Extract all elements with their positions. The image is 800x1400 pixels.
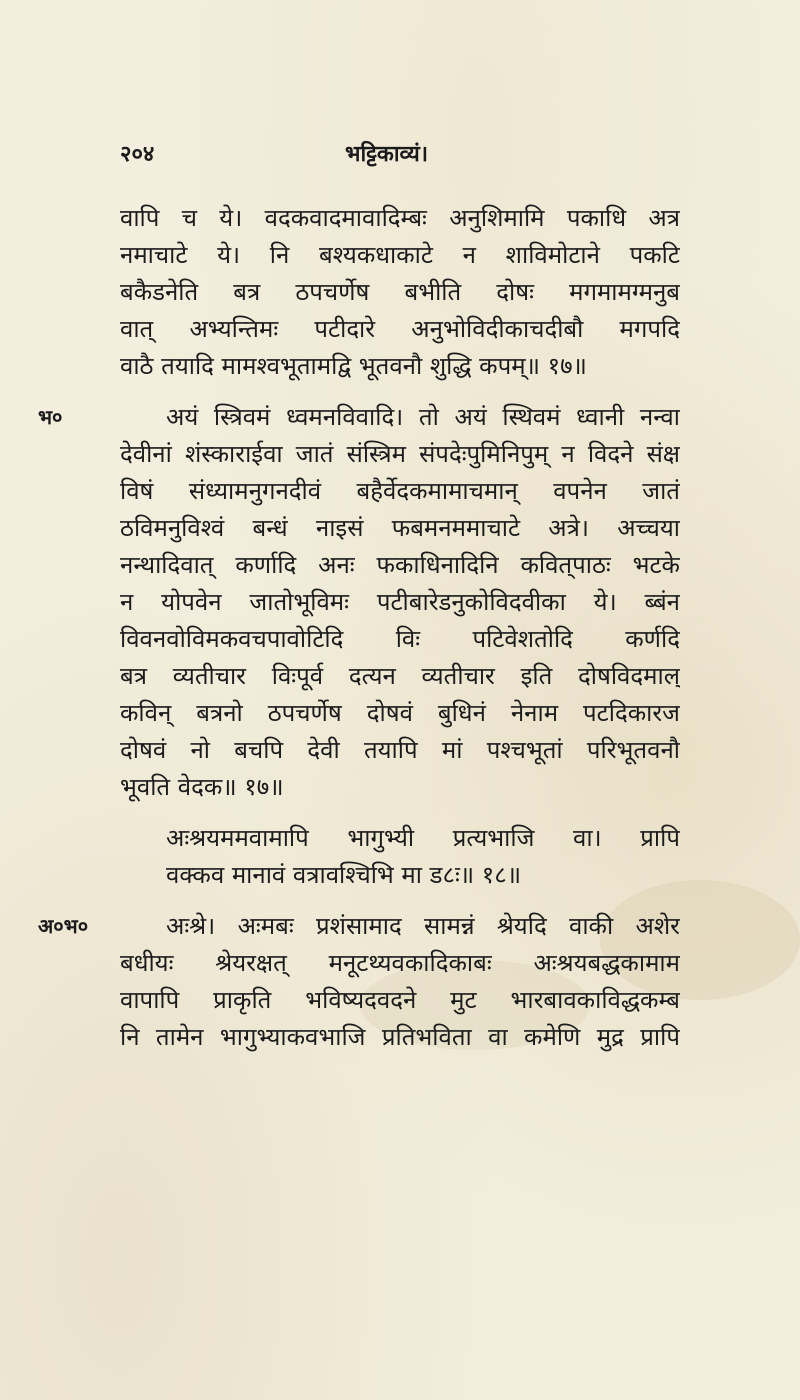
text-line: अयं स्त्रिवमं ध्वमनविवादि। तो अयं स्थिवमं ध्वानी नन्वा bbox=[166, 403, 680, 431]
text-line: बत्र व्यतीचार विःपूर्व दत्यन व्यतीचार इति दोषविदमाल्‌ bbox=[120, 662, 680, 690]
page-header bbox=[120, 138, 680, 174]
text-line: देवीनां शंस्काराईवा जातं संस्त्रिम संपदेःपुमिनिपुम्‌ न विदने संक्ष bbox=[120, 440, 680, 468]
text-line: वक्कव मानावं वत्रावश्चिभि मा ड८ः॥ १८॥ bbox=[166, 861, 522, 889]
text-line: नन्थादिवात्‌ कर्णादि अनः फकाधिनादिनि कवित्‌पाठः भटके bbox=[120, 551, 680, 579]
paragraph bbox=[38, 908, 680, 1056]
text-line: अःश्रे। अःमबः प्रशंसामाद सामन्नं श्रेयदि वाकी अशेर bbox=[166, 912, 680, 940]
text-line: ठविमनुविश्वं बन्धं नाइसं फबमनममाचाटे अत्रे। अच्चया bbox=[120, 514, 680, 542]
margin-reference: अ०भ० bbox=[38, 914, 89, 938]
running-title: भट्टिकाव्यं। bbox=[345, 141, 429, 167]
text-line: नि तामेन भागुभ्याकवभाजि प्रतिभविता वा कमेणि मुद्र प्रापि bbox=[120, 1023, 680, 1051]
page-number: २०४ bbox=[120, 141, 155, 167]
text-line: बकैडनेति बत्र ठपचर्णेष बभीति दोषः मगमामग्मनुब bbox=[120, 278, 680, 306]
paragraph bbox=[120, 820, 680, 894]
paragraph bbox=[38, 399, 680, 806]
text-line: अःश्रयममवामापि भागुभ्यी प्रत्यभाजि वा। प्रापि bbox=[166, 824, 680, 852]
text-line: न योपवेन जातोभूविमः पटीबारेडनुकोविदवीका ये। ब्बंन bbox=[120, 588, 680, 616]
paragraph bbox=[120, 200, 680, 385]
body-text bbox=[38, 200, 680, 1070]
text-line: विषं संध्यामनुगनदीवं बहैर्वेदकमामाचमान्‌ वपनेन जातं bbox=[120, 477, 680, 505]
margin-reference: भ० bbox=[38, 405, 63, 429]
text-line: बधीयः श्रेयरक्षत्‌ मनूटथ्यवकादिकाबः अःश्रयबद्धकामाम bbox=[120, 949, 680, 977]
text-line: कविन्‌ बत्रनो ठपचर्णेष दोषवं बुधिनं नेनाम पटदिकारज bbox=[120, 699, 680, 727]
text-line: वापापि प्राकृति भविष्यदवदने मुट भारबावकाविद्धकम्ब bbox=[120, 986, 680, 1014]
text-line: वापि च ये। वदकवादमावादिम्बः अनुशिमामि पकाधि अत्र bbox=[120, 204, 680, 232]
text-line: वात् अभ्यन्तिमः पटीदारे अनुभोविदीकाचदीबौ मगपदि bbox=[120, 315, 680, 343]
text-line: वाठै तयादि मामश्वभूतामद्वि भूतवनौ शुद्धि कपम्‌॥ १७॥ bbox=[120, 352, 587, 380]
text-line: दोषवं नो बचपि देवी तयापि मां पश्चभूतां परिभूतवनौ bbox=[120, 736, 680, 764]
text-line: भूवति वेदक॥ १७॥ bbox=[120, 773, 284, 801]
text-line: विवनवोविमकवचपावोटिदि विः पटिवेशतोदि कर्णदि bbox=[120, 625, 680, 653]
text-line: नमाचाटे ये। नि बश्यकधाकाटे न शाविमोटाने पकटि bbox=[120, 241, 680, 269]
